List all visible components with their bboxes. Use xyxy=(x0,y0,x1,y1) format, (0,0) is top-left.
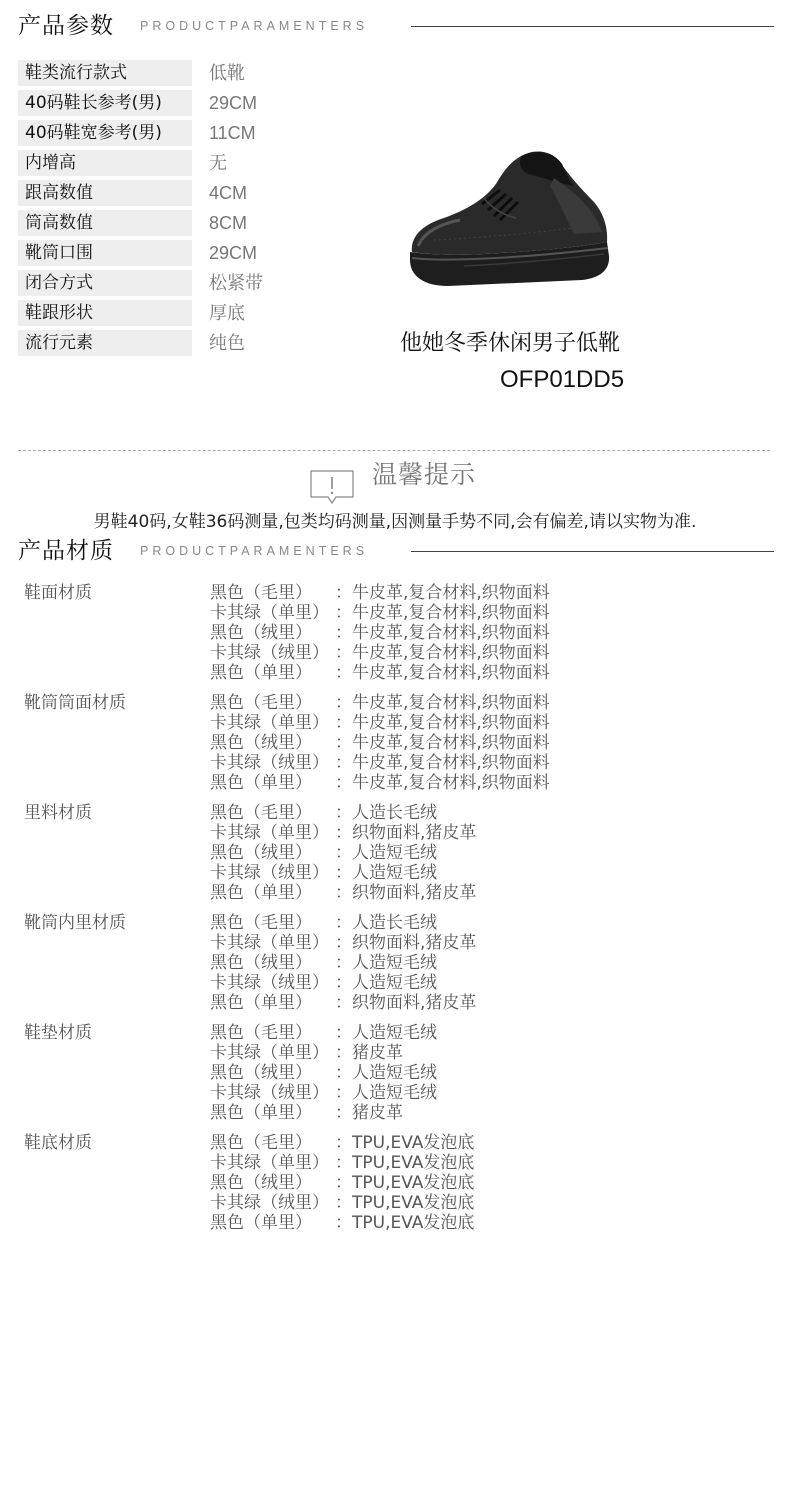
material-color: 黑色（毛里） xyxy=(210,913,312,933)
section-divider xyxy=(411,551,774,552)
material-line xyxy=(210,752,550,773)
material-line xyxy=(210,602,550,623)
param-label: 40码鞋长参考(男) xyxy=(18,90,192,116)
section-header-params xyxy=(18,6,774,46)
material-color: 黑色（绒里） xyxy=(210,623,312,643)
material-value: ：人造短毛绒 xyxy=(335,1083,437,1103)
param-row xyxy=(18,330,398,360)
material-group xyxy=(24,692,764,802)
material-line xyxy=(210,882,477,903)
material-color: 黑色（单里） xyxy=(210,773,312,793)
material-line xyxy=(210,692,550,713)
material-label: 鞋垫材质 xyxy=(24,1023,92,1043)
param-row xyxy=(18,150,398,180)
param-value: 11CM xyxy=(209,123,256,143)
section-divider xyxy=(411,26,774,27)
material-line xyxy=(210,952,437,973)
material-value: ：人造长毛绒 xyxy=(335,913,437,933)
material-line xyxy=(210,662,550,683)
material-value: ：织物面料,猪皮革 xyxy=(335,993,477,1013)
material-line xyxy=(210,712,550,733)
material-color: 黑色（绒里） xyxy=(210,843,312,863)
param-label: 跟高数值 xyxy=(18,180,192,206)
material-value: ：牛皮革,复合材料,织物面料 xyxy=(335,753,550,773)
section-subtitle: PRODUCTPARAMENTERS xyxy=(140,19,369,33)
param-row xyxy=(18,210,398,240)
param-row xyxy=(18,90,398,120)
material-color: 黑色（毛里） xyxy=(210,583,312,603)
material-group xyxy=(24,802,764,912)
material-lines xyxy=(210,802,477,903)
material-color: 卡其绿（绒里） xyxy=(210,973,329,993)
material-line xyxy=(210,992,477,1013)
material-value: ：织物面料,猪皮革 xyxy=(335,823,477,843)
material-line xyxy=(210,842,437,863)
material-color: 黑色（单里） xyxy=(210,993,312,1013)
material-lines xyxy=(210,582,550,683)
material-line xyxy=(210,932,477,953)
param-label: 鞋类流行款式 xyxy=(18,60,192,86)
material-value: ：牛皮革,复合材料,织物面料 xyxy=(335,663,550,683)
material-lines xyxy=(210,1132,475,1233)
material-line xyxy=(210,1172,475,1193)
material-line xyxy=(210,622,550,643)
material-value: ：牛皮革,复合材料,织物面料 xyxy=(335,773,550,793)
material-color: 黑色（绒里） xyxy=(210,733,312,753)
param-value: 8CM xyxy=(209,213,248,233)
product-code: OFP01DD5 xyxy=(500,366,625,393)
material-value: ：牛皮革,复合材料,织物面料 xyxy=(335,733,550,753)
material-color: 黑色（绒里） xyxy=(210,1063,312,1083)
material-value: ：人造短毛绒 xyxy=(335,863,437,883)
param-label: 闭合方式 xyxy=(18,270,192,296)
section-subtitle: PRODUCTPARAMENTERS xyxy=(140,544,369,558)
param-row xyxy=(18,300,398,330)
tip-text: 男鞋40码,女鞋36码测量,包类均码测量,因测量手势不同,会有偏差,请以实物为准. xyxy=(93,512,697,532)
material-color: 卡其绿（单里） xyxy=(210,823,329,843)
material-value: ：牛皮革,复合材料,织物面料 xyxy=(335,643,550,663)
material-line xyxy=(210,862,437,883)
param-label: 鞋跟形状 xyxy=(18,300,192,326)
material-color: 黑色（单里） xyxy=(210,663,312,683)
material-label: 鞋面材质 xyxy=(24,583,92,603)
material-line xyxy=(210,582,550,603)
material-lines xyxy=(210,692,550,793)
param-value: 松紧带 xyxy=(209,273,263,293)
material-label: 靴筒内里材质 xyxy=(24,913,126,933)
param-row xyxy=(18,60,398,90)
material-value: ：织物面料,猪皮革 xyxy=(335,883,477,903)
material-line xyxy=(210,1212,475,1233)
material-line xyxy=(210,1102,403,1123)
material-value: ：猪皮革 xyxy=(335,1043,403,1063)
material-value: ：人造短毛绒 xyxy=(335,1063,437,1083)
product-name: 他她冬季休闲男子低靴 xyxy=(400,331,621,356)
material-value: ：织物面料,猪皮革 xyxy=(335,933,477,953)
material-lines xyxy=(210,912,477,1013)
material-value: ：牛皮革,复合材料,织物面料 xyxy=(335,623,550,643)
material-lines xyxy=(210,1022,437,1123)
material-color: 黑色（单里） xyxy=(210,1213,312,1233)
dashed-divider xyxy=(18,450,770,451)
material-color: 黑色（单里） xyxy=(210,1103,312,1123)
material-label: 里料材质 xyxy=(24,803,92,823)
material-line xyxy=(210,1022,437,1043)
material-line xyxy=(210,1192,475,1213)
material-color: 黑色（毛里） xyxy=(210,803,312,823)
material-value: ：TPU,EVA发泡底 xyxy=(335,1133,475,1153)
param-label: 靴筒口围 xyxy=(18,240,192,266)
param-label: 内增高 xyxy=(18,150,192,176)
material-color: 黑色（绒里） xyxy=(210,1173,312,1193)
material-label: 靴筒筒面材质 xyxy=(24,693,126,713)
material-color: 黑色（单里） xyxy=(210,883,312,903)
material-value: ：TPU,EVA发泡底 xyxy=(335,1173,475,1193)
param-row xyxy=(18,240,398,270)
material-value: ：人造短毛绒 xyxy=(335,843,437,863)
material-group xyxy=(24,1022,764,1132)
params-table xyxy=(18,60,398,360)
param-value: 29CM xyxy=(209,93,258,113)
param-value: 低靴 xyxy=(209,63,245,83)
material-color: 卡其绿（单里） xyxy=(210,603,329,623)
material-color: 卡其绿（绒里） xyxy=(210,753,329,773)
material-value: ：TPU,EVA发泡底 xyxy=(335,1213,475,1233)
material-line xyxy=(210,1062,437,1083)
product-shoe-image xyxy=(404,148,614,290)
material-line xyxy=(210,802,437,823)
materials-table xyxy=(24,582,764,1242)
material-color: 黑色（毛里） xyxy=(210,1133,312,1153)
material-line xyxy=(210,1082,437,1103)
param-value: 纯色 xyxy=(209,333,245,353)
param-value: 29CM xyxy=(209,243,258,263)
material-line xyxy=(210,822,477,843)
material-value: ：人造长毛绒 xyxy=(335,803,437,823)
material-value: ：人造短毛绒 xyxy=(335,953,437,973)
material-line xyxy=(210,1042,403,1063)
material-line xyxy=(210,772,550,793)
section-title: 产品材质 xyxy=(18,538,114,564)
tip-title: 温馨提示 xyxy=(372,460,477,489)
material-group xyxy=(24,582,764,692)
section-header-materials xyxy=(18,531,774,571)
material-color: 黑色（毛里） xyxy=(210,1023,312,1043)
material-color: 卡其绿（单里） xyxy=(210,933,329,953)
material-color: 卡其绿（单里） xyxy=(210,1153,329,1173)
material-group xyxy=(24,1132,764,1242)
material-color: 黑色（绒里） xyxy=(210,953,312,973)
material-value: ：牛皮革,复合材料,织物面料 xyxy=(335,713,550,733)
material-line xyxy=(210,732,550,753)
material-line xyxy=(210,972,437,993)
material-group xyxy=(24,912,764,1022)
material-label: 鞋底材质 xyxy=(24,1133,92,1153)
material-line xyxy=(210,912,437,933)
material-value: ：猪皮革 xyxy=(335,1103,403,1123)
section-title: 产品参数 xyxy=(18,13,114,39)
param-row xyxy=(18,180,398,210)
material-value: ：TPU,EVA发泡底 xyxy=(335,1193,475,1213)
material-value: ：TPU,EVA发泡底 xyxy=(335,1153,475,1173)
param-label: 40码鞋宽参考(男) xyxy=(18,120,192,146)
param-value: 无 xyxy=(209,153,227,173)
notice-icon xyxy=(310,470,354,504)
material-color: 卡其绿（绒里） xyxy=(210,1193,329,1213)
material-color: 黑色（毛里） xyxy=(210,693,312,713)
param-label: 筒高数值 xyxy=(18,210,192,236)
material-line xyxy=(210,1152,475,1173)
material-value: ：牛皮革,复合材料,织物面料 xyxy=(335,583,550,603)
material-color: 卡其绿（绒里） xyxy=(210,643,329,663)
material-color: 卡其绿（绒里） xyxy=(210,1083,329,1103)
material-value: ：牛皮革,复合材料,织物面料 xyxy=(335,693,550,713)
material-value: ：人造短毛绒 xyxy=(335,973,437,993)
param-value: 厚底 xyxy=(209,303,245,323)
material-color: 卡其绿（绒里） xyxy=(210,863,329,883)
param-row xyxy=(18,120,398,150)
param-value: 4CM xyxy=(209,183,248,203)
param-label: 流行元素 xyxy=(18,330,192,356)
material-line xyxy=(210,1132,475,1153)
material-line xyxy=(210,642,550,663)
material-value: ：牛皮革,复合材料,织物面料 xyxy=(335,603,550,623)
material-value: ：人造短毛绒 xyxy=(335,1023,437,1043)
material-color: 卡其绿（单里） xyxy=(210,1043,329,1063)
material-color: 卡其绿（单里） xyxy=(210,713,329,733)
param-row xyxy=(18,270,398,300)
